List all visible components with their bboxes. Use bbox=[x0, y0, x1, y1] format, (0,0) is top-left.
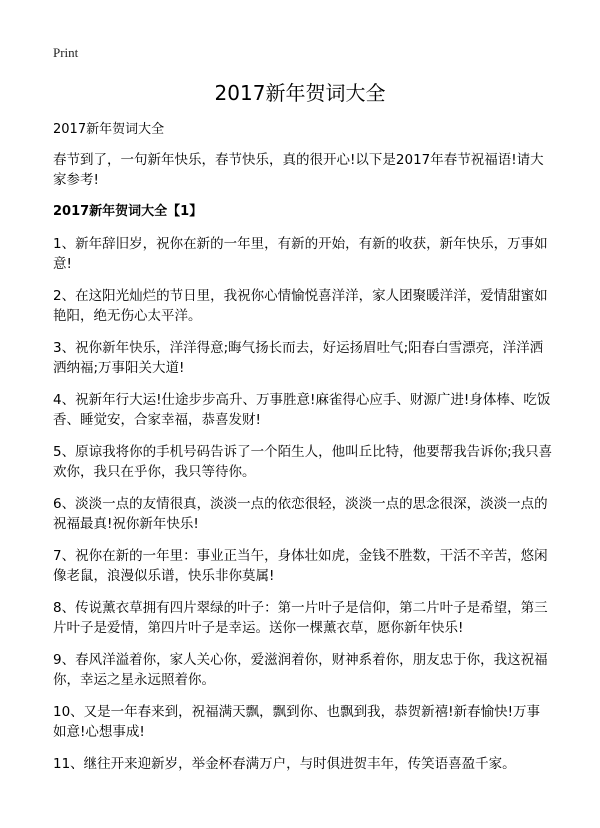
print-link[interactable]: Print bbox=[53, 45, 79, 60]
list-item: 10、又是一年春来到，祝福满天飘，飘到你、也飘到我，恭贺新禧!新春愉快!万事如意!心想事成! bbox=[53, 704, 541, 740]
page-title: 2017新年贺词大全 bbox=[214, 81, 386, 105]
list-item: 8、传说薰衣草拥有四片翠绿的叶子：第一片叶子是信仰，第二片叶子是希望，第三片叶子是爱情，第四片叶子是幸运。送你一棵薰衣草，愿你新年快乐! bbox=[53, 600, 548, 636]
list-item: 9、春风洋溢着你，家人关心你，爱滋润着你，财神系着你，朋友忠于你，我这祝福你，幸运之星永远照着你。 bbox=[53, 652, 548, 688]
list-item: 1、新年辞旧岁，祝你在新的一年里，有新的开始，有新的收获，新年快乐，万事如意! bbox=[53, 236, 548, 272]
list-item: 11、继往开来迎新岁，举金杯春满万户，与时俱进贺丰年，传笑语喜盈千家。 bbox=[53, 756, 516, 772]
list-item: 2、在这阳光灿烂的节日里，我祝你心情愉悦喜洋洋，家人团聚暖洋洋，爱情甜蜜如艳阳，绝无伤心太平洋。 bbox=[53, 288, 548, 324]
greeting-list bbox=[53, 234, 553, 774]
article-intro: 春节到了，一句新年快乐，春节快乐，真的很开心!以下是2017年春节祝福语!请大家参考! bbox=[53, 152, 544, 188]
list-item: 3、祝你新年快乐，洋洋得意;晦气扬长而去，好运扬眉吐气;阳春白雪漂亮，洋洋洒洒纳福;万事阳关大道! bbox=[53, 340, 544, 376]
list-item: 5、原谅我将你的手机号码告诉了一个陌生人，他叫丘比特，他要帮我告诉你;我只喜欢你，我只在乎你，我只等待你。 bbox=[53, 444, 553, 480]
list-item: 7、祝你在新的一年里：事业正当午，身体壮如虎，金钱不胜数，干活不辛苦，悠闲像老鼠，浪漫似乐谱，快乐非你莫属! bbox=[53, 548, 548, 584]
list-item: 6、淡淡一点的友情很真，淡淡一点的依恋很轻，淡淡一点的思念很深，淡淡一点的祝福最真!祝你新年快乐! bbox=[53, 496, 548, 532]
list-item: 4、祝新年行大运!仕途步步高升、万事胜意!麻雀得心应手、财源广进!身体棒、吃饭香、睡觉安，合家幸福，恭喜发财! bbox=[53, 392, 551, 428]
article-body bbox=[53, 120, 553, 786]
article-subtitle: 2017新年贺词大全 bbox=[53, 122, 165, 137]
section-heading: 2017新年贺词大全【1】 bbox=[53, 204, 203, 219]
